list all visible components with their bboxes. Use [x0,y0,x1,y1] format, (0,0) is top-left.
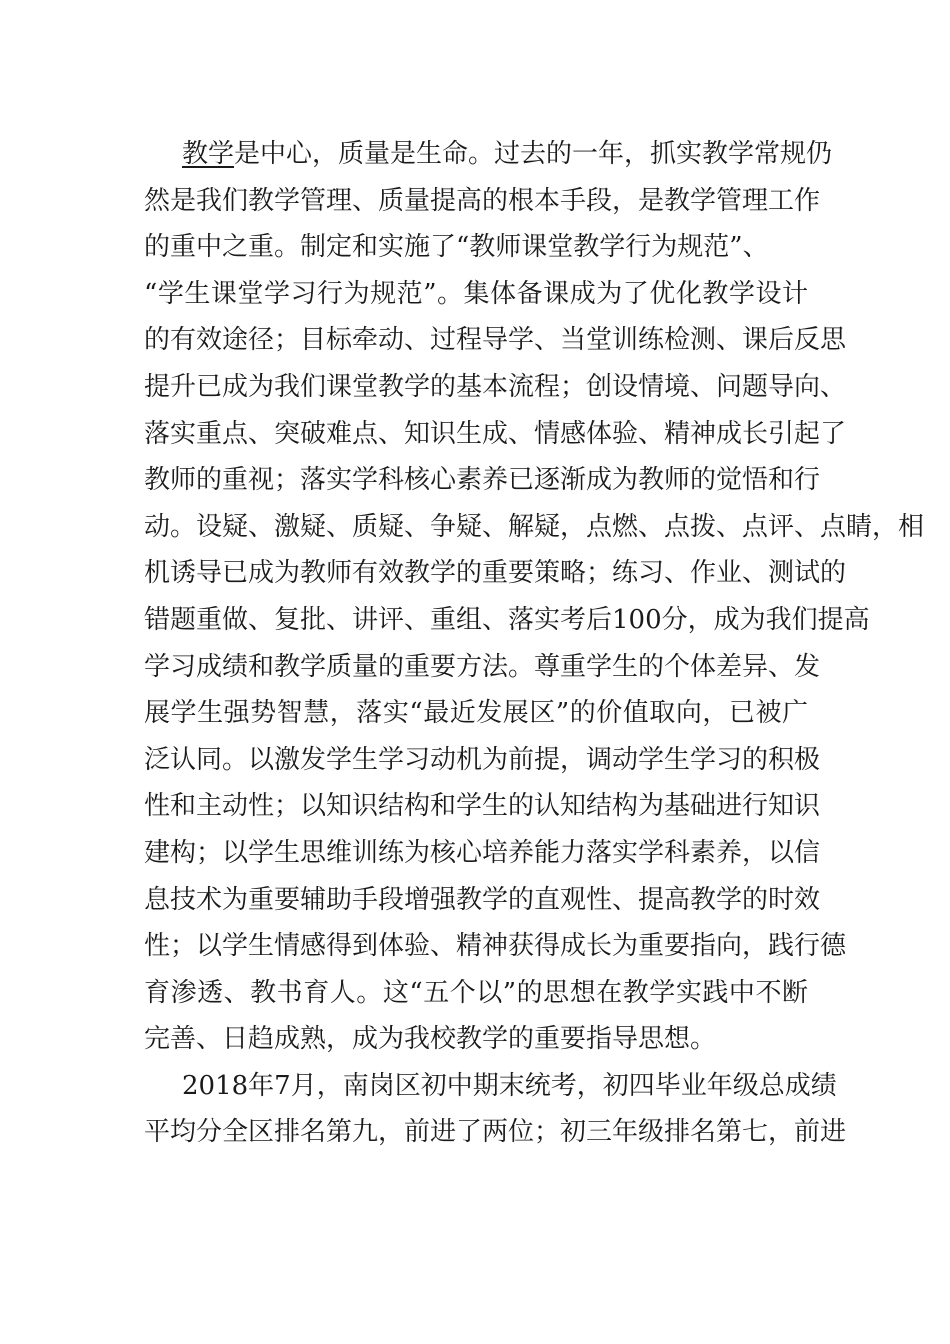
text-run: 是中心，质量是生命。过去的一年，抓实教学常规仍 [234,139,833,169]
paragraph-1-line-16: 建构；以学生思维训练为核心培养能力落实学科素养，以信 [144,837,821,868]
paragraph-1-line-4: “学生课堂学习行为规范”。集体备课成为了优化教学设计 [144,278,808,309]
paragraph-1-line-2: 然是我们教学管理、质量提高的根本手段，是教学管理工作 [144,185,821,216]
hyperlink-teaching[interactable]: 教学 [182,139,235,169]
paragraph-1-line-12: 学习成绩和教学质量的重要方法。尊重学生的个体差异、发 [144,651,821,682]
paragraph-1-line-17: 息技术为重要辅助手段增强教学的直观性、提高教学的时效 [144,884,821,915]
paragraph-1-line-19: 育渗透、教书育人。这“五个以”的思想在教学实践中不断 [144,977,808,1008]
paragraph-1-line-7: 落实重点、突破难点、知识生成、情感体验、精神成长引起了 [144,418,847,449]
paragraph-1-line-5: 的有效途径；目标牵动、过程导学、当堂训练检测、课后反思 [144,325,847,356]
paragraph-1-line-10: 机诱导已成为教师有效教学的重要策略；练习、作业、测试的 [144,558,847,589]
paragraph-2-line-2: 平均分全区排名第九，前进了两位；初三年级排名第七，前进 [144,1117,847,1148]
paragraph-1-line-9: 动。设疑、激疑、质疑、争疑、解疑，点燃、点拨、点评、点睛，相 [144,511,925,542]
paragraph-1-line-3: 的重中之重。制定和实施了“教师课堂教学行为规范”、 [144,232,769,263]
paragraph-1-line-1 [144,131,833,178]
paragraph-1-line-15: 性和主动性；以知识结构和学生的认知结构为基础进行知识 [144,791,821,822]
paragraph-1-line-8: 教师的重视；落实学科核心素养已逐渐成为教师的觉悟和行 [144,465,821,496]
paragraph-1-line-13: 展学生强势智慧，落实“最近发展区”的价值取向，已被广 [144,698,808,729]
paragraph-2-line-1: 2018年7月，南岗区初中期末统考，初四毕业年级总成绩 [182,1070,837,1101]
paragraph-1-line-14: 泛认同。以激发学生学习动机为前提，调动学生学习的积极 [144,744,821,775]
paragraph-1-line-20: 完善、日趋成熟，成为我校教学的重要指导思想。 [144,1024,717,1055]
paragraph-1-line-11: 错题重做、复批、讲评、重组、落实考后100分，成为我们提高 [144,604,870,635]
paragraph-1-line-18: 性；以学生情感得到体验、精神获得成长为重要指向，践行德 [144,931,847,962]
document-body [144,131,925,1156]
paragraph-1-line-6: 提升已成为我们课堂教学的基本流程；创设情境、问题导向、 [144,371,847,402]
